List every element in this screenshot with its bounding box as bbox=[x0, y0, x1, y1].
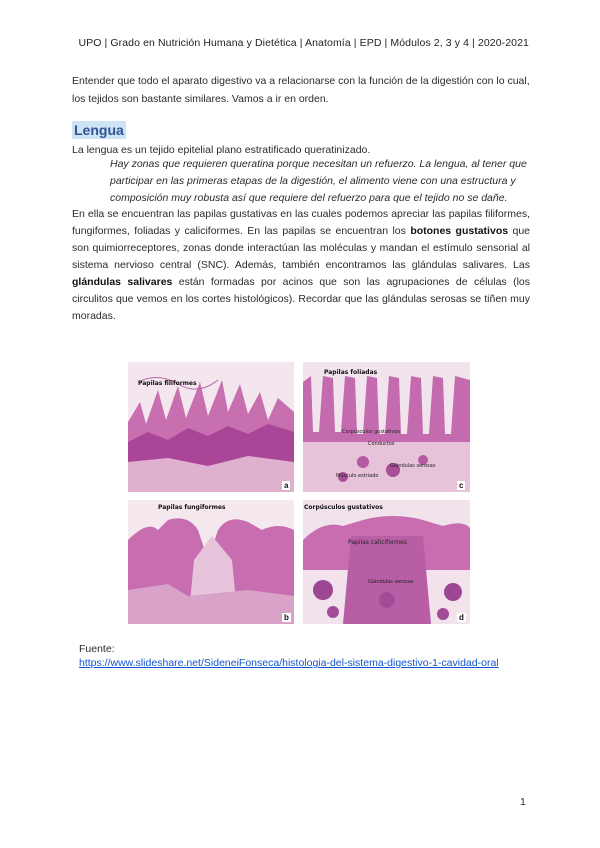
bold-term-botones: botones gustativos bbox=[410, 225, 509, 237]
panel-d-inner-label: Papilas caliciformes bbox=[348, 539, 407, 546]
page-number: 1 bbox=[520, 796, 526, 808]
source-label: Fuente: bbox=[79, 643, 115, 655]
section-title: Lengua bbox=[74, 122, 124, 138]
bold-term-glandulas: glándulas salivares bbox=[72, 276, 173, 288]
panel-c-label: Papilas foliadas bbox=[324, 369, 378, 376]
paragraph-text: están formadas por acinos que son las agrupaciones de células (los circulitos que vemos en los cortes histológicos). Recordar que las glándulas serosas se tiñen muy moradas. bbox=[72, 276, 530, 322]
panel-a-letter: a bbox=[284, 481, 289, 490]
panel-d-label: Corpúsculos gustativos bbox=[304, 504, 383, 511]
panel-c-inner-label: Músculo estriado bbox=[336, 473, 379, 479]
panel-d-image bbox=[303, 500, 470, 624]
paragraph-text: que son quimiorreceptores, zonas donde interactúan las moléculas y mandan el estímulo sensorial al sistema nervioso central (SNC). Además, también encontramos las glándulas salivares. Las bbox=[72, 225, 531, 271]
panel-c-image bbox=[303, 362, 470, 492]
panel-b-label: Papilas fungiformes bbox=[158, 504, 226, 511]
italic-note: Hay zonas que requieren queratina porque necesitan un refuerzo. La lengua, al tener que participar en las primeras etapas de la digestión, el alimento viene con una estructura y composición muy robusta así que requiere del refuerzo para que el tejido no se dañe. bbox=[110, 158, 527, 204]
panel-b-fungiformes bbox=[128, 500, 294, 624]
panel-d-letter: d bbox=[459, 613, 464, 622]
paragraph-text: En ella se encuentran las papilas gustativas en las cuales podemos apreciar las papilas filiformes, fungiformes, foliadas y caliciformes. En las papilas se encuentran los bbox=[72, 208, 530, 237]
panel-b-image bbox=[128, 500, 294, 624]
panel-b-letter: b bbox=[284, 613, 289, 622]
panel-d-inner-label: Glándulas serosas bbox=[368, 579, 414, 585]
panel-c-inner-label: Glándulas serosas bbox=[390, 463, 436, 469]
lengua-definition: La lengua es un tejido epitelial plano estratificado queratinizado. bbox=[72, 144, 371, 156]
panel-c-letter: c bbox=[459, 481, 464, 490]
page-header: UPO | Grado en Nutrición Humana y Dietética | Anatomía | EPD | Módulos 2, 3 y 4 | 2020-2021 bbox=[78, 37, 529, 49]
panel-a-label: Papilas filiformes bbox=[138, 380, 197, 387]
source-link[interactable]: https://www.slideshare.net/SideneiFonseca/histologia-del-sistema-digestivo-1-cavidad-oral bbox=[79, 657, 499, 669]
papilas-paragraph bbox=[72, 206, 530, 325]
intro-paragraph: Entender que todo el aparato digestivo va a relacionarse con la función de la digestión con lo cual, los tejidos son bastante similares. Vamos a ir en orden. bbox=[72, 75, 530, 105]
panel-c-foliadas bbox=[303, 362, 470, 492]
histology-figure bbox=[128, 362, 470, 624]
panel-c-inner-label: Conductos bbox=[368, 441, 395, 447]
panel-d-caliciformes bbox=[303, 500, 470, 624]
panel-c-inner-label: Corpúsculos gustativos bbox=[342, 429, 401, 435]
